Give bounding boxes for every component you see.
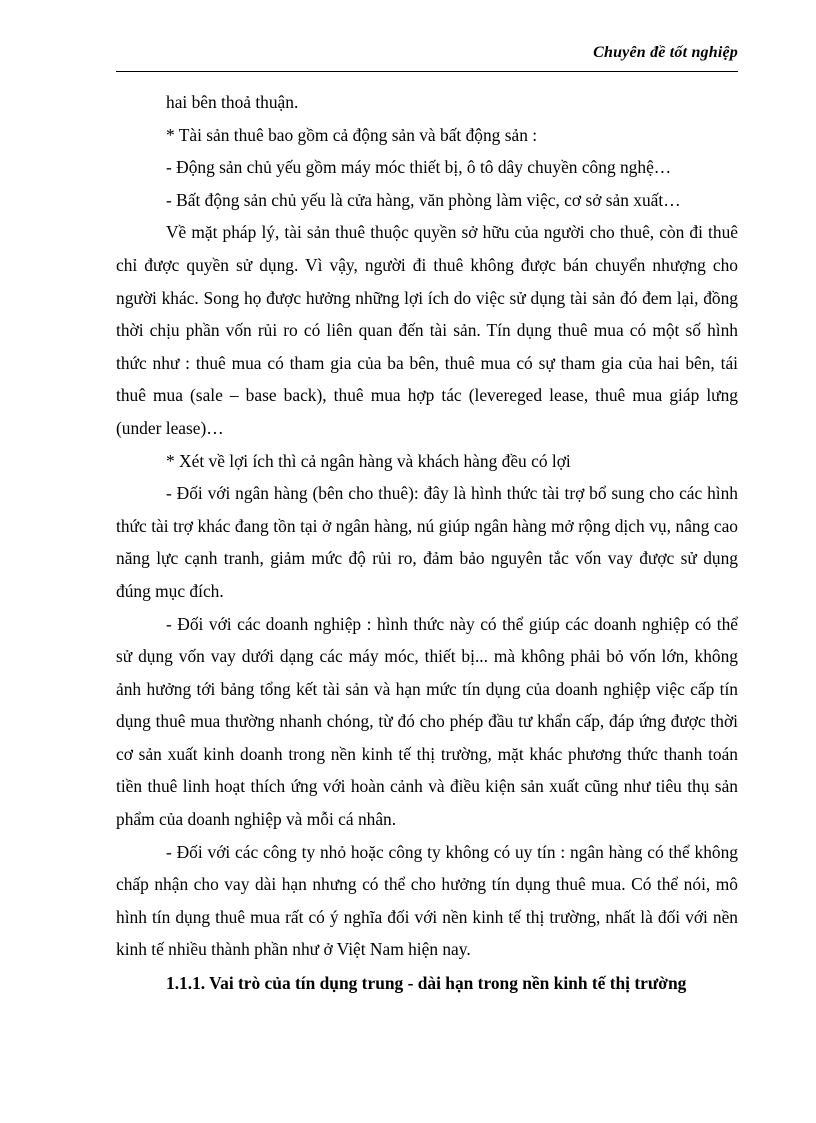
- paragraph-benefits: * Xét về lợi ích thì cả ngân hàng và khách hàng đều có lợi: [166, 450, 571, 471]
- paragraph-continuation: hai bên thoả thuận.: [166, 92, 299, 112]
- paragraph-bank-benefits: - Đối với ngân hàng (bên cho thuê): đây là hình thức tài trợ bổ sung cho các hình thức tài trợ khác đang tồn tại ở ngân hàng, nú giúp ngân hàng mở rộng dịch vụ, nâng cao năng lực cạnh tranh, giảm mức độ rủi ro, đảm bảo nguyên tắc vốn vay được sử dụng đúng mục đích.: [116, 483, 738, 601]
- paragraph-enterprise-benefits: - Đối với các doanh nghiệp : hình thức này có thể giúp các doanh nghiệp có thể sử dụng vốn vay dưới dạng các máy móc, thiết bị... mà không phải bỏ vốn lớn, không ảnh hưởng tới bảng tổng kết tài sản và hạn mức tín dụng của doanh nghiệp việc cấp tín dụng thuê mua thường nhanh chóng, từ đó cho phép đầu tư khẩn cấp, đáp ứng được thời cơ sản xuất kinh doanh trong nền kinh tế thị trường, mặt khác phương thức thanh toán tiền thuê linh hoạt thích ứng với hoàn cảnh và điều kiện sản xuất cũng như tiêu thụ sản phẩm của doanh nghiệp và mỗi cá nhân.: [116, 613, 738, 830]
- header-divider: [116, 71, 738, 72]
- paragraph-real-estate: - Bất động sản chủ yếu là cửa hàng, văn phòng làm việc, cơ sở sản xuất…: [166, 189, 681, 210]
- paragraph-small-companies: - Đối với các công ty nhỏ hoặc công ty không có uy tín : ngân hàng có thể không chấp nhận cho vay dài hạn nhưng có thể cho hưởng tín dụng thuê mua. Có thể nói, mô hình tín dụng thuê mua rất có ý nghĩa đối với nền kinh tế thị trường, nhất là đối với nền kinh tế nhiều thành phần như ở Việt Nam hiện nay.: [116, 841, 738, 960]
- header-title: Chuyên đề tốt nghiệp: [593, 44, 738, 61]
- paragraph-leased-assets: * Tài sản thuê bao gồm cả động sản và bất động sản :: [166, 124, 538, 145]
- paragraph-movable-assets: - Động sản chủ yếu gồm máy móc thiết bị, ô tô dây chuyền công nghệ…: [166, 157, 672, 178]
- page-body: [116, 86, 738, 1000]
- paragraph-legal-aspect: Về mặt pháp lý, tài sản thuê thuộc quyền sở hữu của người cho thuê, còn đi thuê chỉ được quyền sử dụng. Vì vậy, người đi thuê không được bán chuyển nhượng cho người khác. Song họ được hưởng những lợi ích do việc sử dụng tài sản đó đem lại, đồng thời chịu phần vốn rủi ro có liên quan đến tài sản. Tín dụng thuê mua có một số hình thức như : thuê mua có tham gia của ba bên, thuê mua có sự tham gia của hai bên, tái thuê mua (sale – base back), thuê mua hợp tác (levereged lease, thuê mua giáp lưng (under lease)…: [116, 222, 738, 438]
- section-heading: 1.1.1. Vai trò của tín dụng trung - dài hạn trong nền kinh tế thị trường: [166, 973, 687, 994]
